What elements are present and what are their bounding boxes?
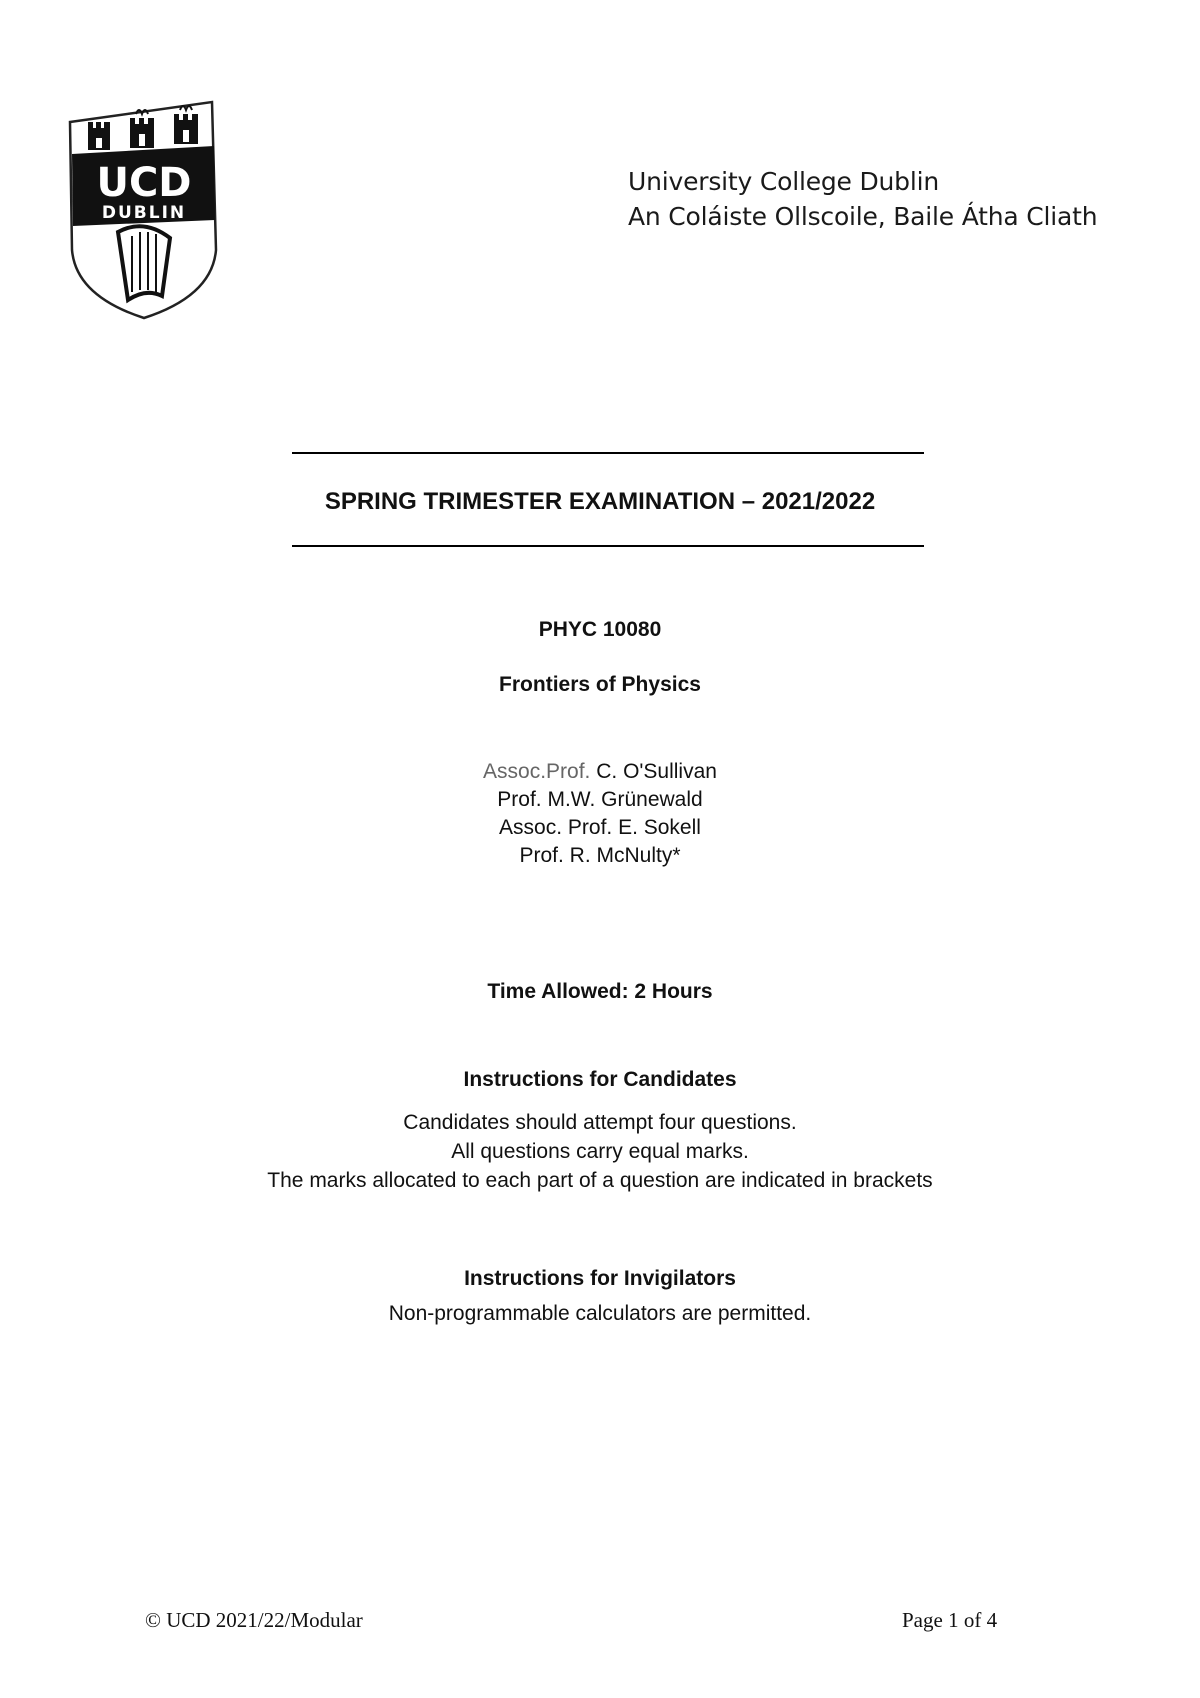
crest-dublin-text: DUBLIN <box>101 203 187 223</box>
crest-ucd-text: UCD <box>96 160 192 206</box>
university-name-irish: An Coláiste Ollscoile, Baile Átha Cliath <box>628 202 1098 231</box>
invigilators-heading: Instructions for Invigilators <box>464 1267 736 1290</box>
title-rule-bottom <box>292 545 924 547</box>
module-code: PHYC 10080 <box>538 618 662 641</box>
candidates-line-2: All questions carry equal marks. <box>451 1140 749 1163</box>
university-name <box>628 164 1097 234</box>
time-allowed: Time Allowed: 2 Hours <box>487 980 713 1003</box>
candidates-heading: Instructions for Candidates <box>463 1068 737 1091</box>
candidates-line-3: The marks allocated to each part of a question are indicated in brackets <box>267 1169 933 1192</box>
examiner-1 <box>0 758 1200 786</box>
exam-title: SPRING TRIMESTER EXAMINATION – 2021/2022 <box>324 488 876 515</box>
title-rule-top <box>292 452 924 454</box>
examiner-1-name: C. O'Sullivan <box>596 760 717 783</box>
footer-copyright: © UCD 2021/22/Modular <box>145 1608 363 1632</box>
candidates-line-1: Candidates should attempt four questions. <box>403 1111 797 1134</box>
candidates-instructions <box>0 1108 1200 1195</box>
examiner-3: Assoc. Prof. E. Sokell <box>499 816 701 839</box>
module-title: Frontiers of Physics <box>499 673 701 696</box>
ucd-crest-logo <box>66 100 222 320</box>
invigilators-instruction: Non-programmable calculators are permitted. <box>388 1302 812 1325</box>
university-name-english: University College Dublin <box>628 167 939 196</box>
examiner-2: Prof. M.W. Grünewald <box>497 788 703 811</box>
footer-page-number: Page 1 of 4 <box>902 1608 998 1632</box>
examiner-1-prefix: Assoc.Prof. <box>483 760 591 783</box>
examiner-4: Prof. R. McNulty* <box>519 844 681 867</box>
examiners-list <box>0 758 1200 870</box>
